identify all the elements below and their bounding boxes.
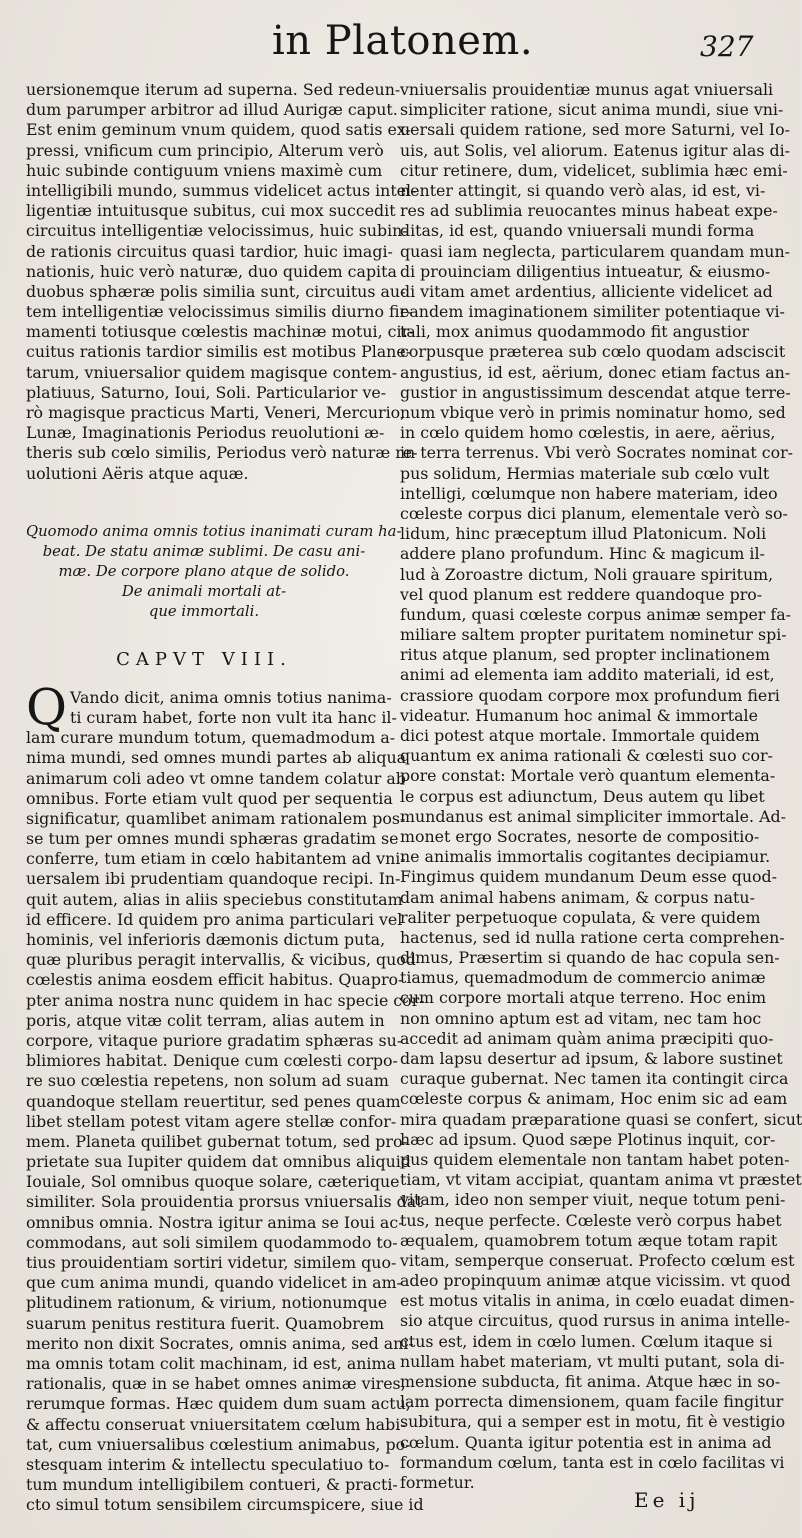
text-line: quantum ex anima rationali & cœlesti suo cor- [400,746,773,766]
text-line: pore constat: Mortale verò quantum elementa- [400,766,776,786]
text-line: ritus atque planum, sed propter inclinationem [400,645,770,665]
left-top-paragraph [26,80,418,484]
text-line: merito non dixit Socrates, omnis anima, sed ani- [26,1333,414,1353]
heading-line: De animali mortali at- [121,582,287,600]
text-line: citur retinere, dum, videlicet, sublimia hæc emi- [400,160,788,180]
text-line: lam porrecta dimensionem, quam facile fingitur [400,1392,784,1412]
right-column [400,80,802,1493]
text-line: mundanus est animal simpliciter immortale. Ad- [400,806,786,826]
text-line: dam lapsu desertur ad ipsum, & labore sustinet [400,1049,783,1068]
text-line: hominis, vel inferioris dæmonis dictum puta, [26,930,386,949]
text-line: & affectu conseruat vniuersitatem cœlum habi- [26,1414,406,1434]
text-line: in terra terrenus. Vbi verò Socrates nominat cor- [400,443,793,463]
chapter-summary-heading [26,522,402,622]
text-line: duobus sphæræ polis similia sunt, circuitus au- [26,281,406,301]
text-line: quit autem, alias in aliis speciebus constitutam [26,889,403,909]
text-line: quæ pluribus peragit intervallis, & vicibus, quod [26,950,416,970]
text-line: fundum, quasi cœleste corpus animæ semper fa- [400,604,791,624]
text-line: nima mundi, sed omnes mundi partes ab aliqua [26,748,407,768]
chapter-title: CAPVT VIII. [116,648,292,670]
text-line: id efficere. Id quidem pro anima particulari vel [26,909,403,929]
text-line: rationalis, quæ in se habet omnes animæ vires, [26,1374,406,1394]
text-line: num vbique verò in primis nominatur homo, sed [400,403,786,422]
text-line: hactenus, sed id nulla ratione certa comprehen- [400,927,785,947]
left-column [26,80,425,1515]
text-line: plitudinem rationum, & virium, notionumque [26,1293,388,1313]
text-line: ditas, id est, quando vniuersali mundi forma [400,221,755,241]
text-line: lud à Zoroastre dictum, Noli grauare spiritum, [400,564,774,584]
text-line: stesquam interim & intellectu speculatiuo to- [26,1454,390,1474]
text-line: simpliciter ratione, sicut anima mundi, siue vni- [400,100,784,120]
text-line: lidum, hinc præceptum illud Platonicum. Noli [400,524,767,544]
text-line: animi ad elementa iam addito materiali, id est, [400,665,775,685]
text-line: pter anima nostra nunc quidem in hac specie cor- [26,990,425,1010]
text-line: Vando dicit, anima omnis totius nanima- [70,687,392,707]
text-line: tiamus, quemadmodum de commercio animæ [400,968,766,988]
heading-line: beat. De statu animæ sublimi. De casu ani- [42,542,366,560]
right-column-text [400,80,802,1493]
text-line: tem intelligentiæ velocissimus similis diurno fir- [26,302,413,322]
text-line: di vitam amet ardentius, alliciente videlicet ad [400,281,773,301]
text-line: sio atque circuitus, quod rursus in anima intelle- [400,1311,790,1331]
text-line: dimus, Præsertim si quando de hac copula sen- [400,948,780,968]
text-line: res ad sublimia reuocantes minus habeat expe- [400,201,778,221]
text-line: omnibus. Forte etiam vult quod per sequentia [26,788,393,808]
chapter-body-text [26,687,425,1516]
text-line: accedit ad animam quàm anima præcipiti quo- [400,1028,774,1048]
text-line: uersali quidem ratione, sed more Saturni, vel Io- [400,120,790,140]
text-line: conferre, tum etiam in cœlo habitantem ad vni- [26,849,406,869]
text-line: le corpus est adiunctum, Deus autem qu libet [400,786,765,806]
text-line: mamenti totiusque cœlestis machinæ motui, cir- [26,322,415,342]
text-line: pus solidum, Hermias materiale sub cœlo vult [400,463,770,483]
text-line: suarum penitus restitura fuerit. Quamobrem [26,1313,385,1333]
text-line: cuitus rationis tardior similis est motibus Plane- [26,342,412,362]
text-line: tat, cum vniuersalibus cœlestium animabus, po- [26,1434,411,1454]
text-line: crassiore quodam corpore mox profundum fieri [400,685,780,705]
text-line: uersalem ibi prudentiam quandoque recipi. In- [26,869,401,889]
text-line: se tum per omnes mundi sphæras gradatim se [26,829,399,849]
text-line: tum mundum intelligibilem contueri, & practi- [26,1475,398,1495]
text-line: prietate sua Iupiter quidem dat omnibus aliquid [26,1152,411,1172]
text-line: Lunæ, Imaginationis Periodus reuolutioni æ- [26,423,385,443]
text-line: quasi iam neglecta, particularem quandam mun- [400,241,790,261]
text-line: pus quidem elementale non tantam habet poten- [400,1149,790,1169]
text-line: addere plano profundum. Hinc & magicum il- [400,544,765,564]
text-line: quandoque stellam reuertitur, sed penes quam [26,1091,401,1111]
text-line: tiam, vt vitam accipiat, quantam anima vt præstet [400,1170,802,1190]
text-line: uolutioni Aëris atque aquæ. [26,463,249,483]
text-line: re suo cœlestia repetens, non solum ad suam [26,1071,389,1091]
text-line: uersionemque iterum ad superna. Sed redeun- [26,80,401,99]
page-number: 327 [700,30,754,63]
text-line: angustius, id est, aërium, donec etiam factus an- [400,362,791,382]
text-line: hæc ad ipsum. Quod sæpe Plotinus inquit, cor- [400,1129,776,1149]
text-line: formandum cœlum, tanta est in cœlo facilitas vi [400,1452,785,1472]
text-line: platiuus, Saturno, Ioui, Soli. Particularior ve- [26,382,387,402]
text-line: similiter. Sola prouidentia prorsus vniuersalis dat [26,1192,423,1212]
text-line: animarum coli adeo vt omne tandem colatur ab [26,768,406,788]
text-line: curaque gubernat. Nec tamen ita contingit circa [400,1069,789,1089]
text-line: tus, neque perfecte. Cœleste verò corpus habet [400,1210,782,1230]
text-line: circuitus intelligentiæ velocissimus, huic subin- [26,221,408,241]
text-line: miliare saltem propter puritatem nominetur spi- [400,625,787,645]
text-line: vitam, semperque conseruat. Profecto cœlum est [400,1250,795,1270]
text-line: tarum, vniuersalior quidem magisque contem- [26,362,398,382]
text-line: nenter attingit, si quando verò alas, id est, vi- [400,180,766,200]
text-line: formetur. [400,1472,475,1492]
text-line: gustior in angustissimum descendat atque terre- [400,382,791,402]
text-line: non omnino aptum est ad vitam, nec tam hoc [400,1008,762,1028]
text-line: cœlum. Quanta igitur potentia est in anima ad [400,1432,772,1452]
text-line: est motus vitalis in anima, in cœlo euadat dimen- [400,1291,795,1311]
text-line: æqualem, quamobrem totum æque totam rapit [400,1230,778,1250]
text-line: ma omnis totam colit machinam, id est, anima [26,1353,396,1373]
text-line: videatur. Humanum hoc animal & immortale [400,705,758,725]
text-line: ne animalis immortalis cogitantes decipiamur. [400,847,771,867]
text-line: cum corpore mortali atque terreno. Hoc enim [400,988,767,1008]
text-line: ti curam habet, forte non vult ita hanc il- [70,707,397,727]
text-line: omnibus omnia. Nostra igitur anima se Ioui ac- [26,1212,404,1232]
text-line: nationis, huic verò naturæ, duo quidem capita [26,261,397,281]
text-line: monet ergo Socrates, nesorte de compositio- [400,826,760,846]
text-line: dici potest atque mortale. Immortale quidem [400,726,760,745]
text-line: dam animal habens animam, & corpus natu- [400,887,755,907]
text-line: adeo propinquum animæ atque vicissim. vt quod [400,1271,791,1291]
drop-cap: Q [26,677,67,736]
text-line: pressi, vnificum cum principio, Alterum verò [26,140,384,160]
text-line: intelligi, cœlumque non habere materiam, ideo [400,483,778,503]
text-line: theris sub cœlo similis, Periodus verò naturæ re- [26,443,418,463]
chapter-body [26,677,425,1516]
heading-line: mæ. De corpore plano atque de solido. [58,562,350,580]
text-line: commodans, aut soli similem quodammodo to- [26,1232,398,1252]
text-line: uis, aut Solis, vel aliorum. Eatenus igitur alas di- [400,140,791,160]
text-line: dum parumper arbitror ad illud Aurigæ caput. [26,100,398,120]
text-line: ligentiæ intuitusque subitus, cui mox succedit [26,201,396,221]
text-line: cœleste corpus & animam, Hoc enim sic ad eam [400,1089,788,1109]
text-line: huic subinde contiguum vniens maximè cum [26,160,383,180]
text-line: tali, mox animus quodammodo fit angustior [400,322,750,342]
text-line: de rationis circuitus quasi tardior, huic imagi- [26,241,393,261]
text-line: lam curare mundum totum, quemadmodum a- [26,728,396,748]
text-line: di prouinciam diligentius intueatur, & eiusmo- [400,261,771,281]
text-line: rerumque formas. Hæc quidem dum suam actu, [26,1394,411,1414]
text-line: mensione subducta, fit anima. Atque hæc in so- [400,1372,781,1391]
text-line: Fingimus quidem mundanum Deum esse quod- [400,867,778,887]
text-line: subitura, qui a semper est in motu, fit è vestigio [400,1412,786,1432]
running-head [0,14,800,74]
text-line: blimiores habitat. Denique cum cœlesti corpo- [26,1051,398,1071]
text-line: significatur, quamlibet animam rationalem pos- [26,808,406,828]
text-line: que cum anima mundi, quando videlicet in am- [26,1273,402,1293]
text-line: intelligibili mundo, summus videlicet actus intel- [26,180,417,200]
text-line: libet stellam potest vitam agere stellæ confor- [26,1111,397,1131]
running-title: in Platonem. [272,18,534,64]
text-line: Est enim geminum vnum quidem, quod satis ex- [26,120,411,140]
text-line: vitam, ideo non semper viuit, neque totum peni- [400,1190,786,1210]
heading-line: Quomodo anima omnis totius inanimati curam ha- [26,522,402,540]
text-line: cto simul totum sensibilem circumspicere, siue id [26,1495,424,1515]
text-line: vniuersalis prouidentiæ munus agat vniuersali [400,80,774,99]
text-line: tius prouidentiam sortiri videtur, similem quo- [26,1253,397,1272]
text-line: vel quod planum est reddere quandoque pro- [400,584,763,604]
text-line: rò magisque practicus Marti, Veneri, Mercurio, [26,403,406,422]
text-line: in cœlo quidem homo cœlestis, in aere, aërius, [400,423,776,443]
text-line: eandem imaginationem similiter potentiaque vi- [400,302,785,322]
text-line: corpusque præterea sub cœlo quodam adsciscit [400,342,786,362]
text-line: mem. Planeta quilibet gubernat totum, sed pro- [26,1131,408,1151]
text-line: raliter perpetuoque copulata, & vere quidem [400,907,761,927]
text-line: Iouiale, Sol omnibus quoque solare, cæterique [26,1172,400,1192]
text-line: nullam habet materiam, vt multi putant, sola di- [400,1351,785,1371]
text-line: ctus est, idem in cœlo lumen. Cœlum itaque si [400,1331,773,1351]
heading-line: que immortali. [148,602,260,620]
text-line: mira quadam præparatione quasi se confert, sicut [400,1109,802,1129]
text-line: poris, atque vitæ colit terram, alias autem in [26,1010,385,1030]
text-line: cœleste corpus dici planum, elementale verò so- [400,503,788,523]
signature-mark: Ee ij [634,1488,700,1512]
text-line: cœlestis anima eosdem efficit habitus. Quapro- [26,970,404,990]
text-line: corpore, vitaque puriore gradatim sphæras su- [26,1030,403,1050]
